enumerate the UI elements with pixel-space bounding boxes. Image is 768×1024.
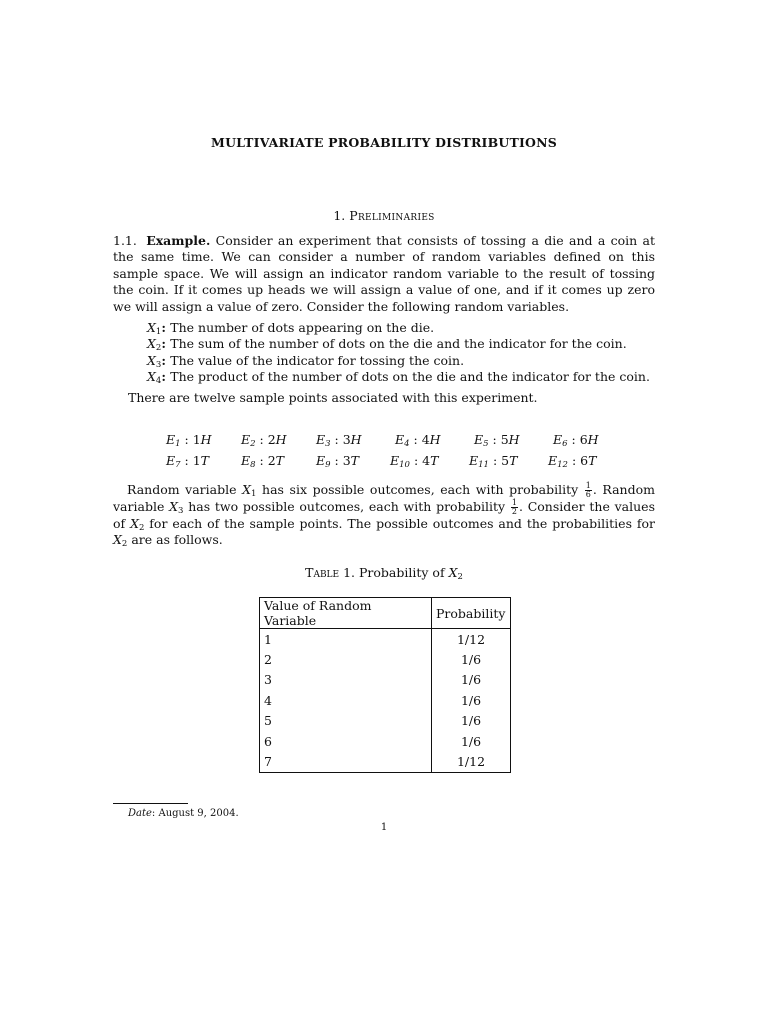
sample-point: $E_9$ : 3T	[316, 453, 360, 470]
sample-point: $E_8$ : 2T	[241, 453, 285, 470]
table-row: 7 1/12	[260, 751, 511, 772]
section-heading	[0, 208, 768, 223]
footnote-text: : August 9, 2004.	[151, 808, 239, 819]
sample-point: $E_7$ : 1T	[166, 453, 210, 470]
table-row: 3 1/6	[260, 670, 511, 690]
sample-point: $E_{10}$ : 4T	[390, 453, 439, 470]
variable-definitions	[147, 320, 667, 386]
section-title: Preliminaries	[349, 208, 435, 223]
table-header-row	[260, 598, 511, 629]
column-header: Probability	[432, 598, 511, 629]
sample-point: $E_2$ : 2H	[241, 432, 287, 449]
table-caption: Table 1. Probability of $X_2$	[305, 565, 463, 582]
fraction-one-sixth: $\frac{1}{6}$	[585, 481, 591, 499]
page-number: 1	[380, 822, 388, 833]
footnote-label: Date	[128, 808, 152, 819]
variable-definition: $X_1$: The number of dots appearing on the die.	[147, 320, 435, 337]
section-number: 1.	[333, 208, 346, 223]
probability-table	[259, 597, 511, 773]
example-paragraph	[113, 233, 655, 315]
sample-intro: There are twelve sample points associated with this experiment.	[128, 390, 538, 405]
variable-definition: $X_2$: The sum of the number of dots on the die and the indicator for the coin.	[147, 336, 627, 354]
example-number: 1.1.	[113, 233, 137, 248]
footnote	[128, 808, 239, 819]
sample-point: $E_3$ : 3H	[316, 432, 362, 449]
table-row: 5 1/6	[260, 711, 511, 731]
footnote-rule	[113, 803, 188, 804]
variable-definition: $X_4$: The product of the number of dots on the die and the indicator for the coin.	[147, 369, 650, 387]
example-label: Example.	[146, 233, 211, 248]
sample-point: $E_1$ : 1H	[166, 432, 212, 449]
fraction-one-half: $\frac{1}{2}$	[511, 498, 517, 516]
sample-point: $E_6$ : 6H	[553, 432, 599, 449]
variable-definition: $X_3$: The value of the indicator for tossing the coin.	[147, 352, 465, 370]
example-text: Consider an experiment that consists of tossing a die and a coin at the same time. We can consider a number of random variables defined on this sample space. We will assign an indicator random variable to the result of tossing the coin. If it comes up heads we will assign a value of one, and if it comes up zero we will assign a value of zero. Consider the following random variables.	[113, 233, 655, 314]
table-row: 2 1/6	[260, 649, 511, 669]
column-header: Value of Random Variable	[260, 598, 432, 629]
sample-point: $E_{12}$ : 6T	[548, 453, 597, 470]
sample-point: $E_{11}$ : 5T	[469, 453, 518, 470]
sample-point: $E_4$ : 4H	[395, 432, 441, 449]
table-row: 1 1/12	[260, 629, 511, 650]
outcomes-paragraph: Random variable $X_1$ has six possible outcomes, each with probability $\frac{1}{6}$ . Random variable $X_3$ has two possible outcomes, each with probability $\frac{1}{2}$ . Consider the values of $X_2$ for each of the sample points. The possible outcomes and the probabilities for $X_2$ are as follows.	[113, 481, 655, 550]
table-row: 4 1/6	[260, 690, 511, 710]
paper-title: MULTIVARIATE PROBABILITY DISTRIBUTIONS	[211, 135, 557, 150]
sample-point: $E_5$ : 5H	[474, 432, 520, 449]
table-row: 6 1/6	[260, 731, 511, 751]
